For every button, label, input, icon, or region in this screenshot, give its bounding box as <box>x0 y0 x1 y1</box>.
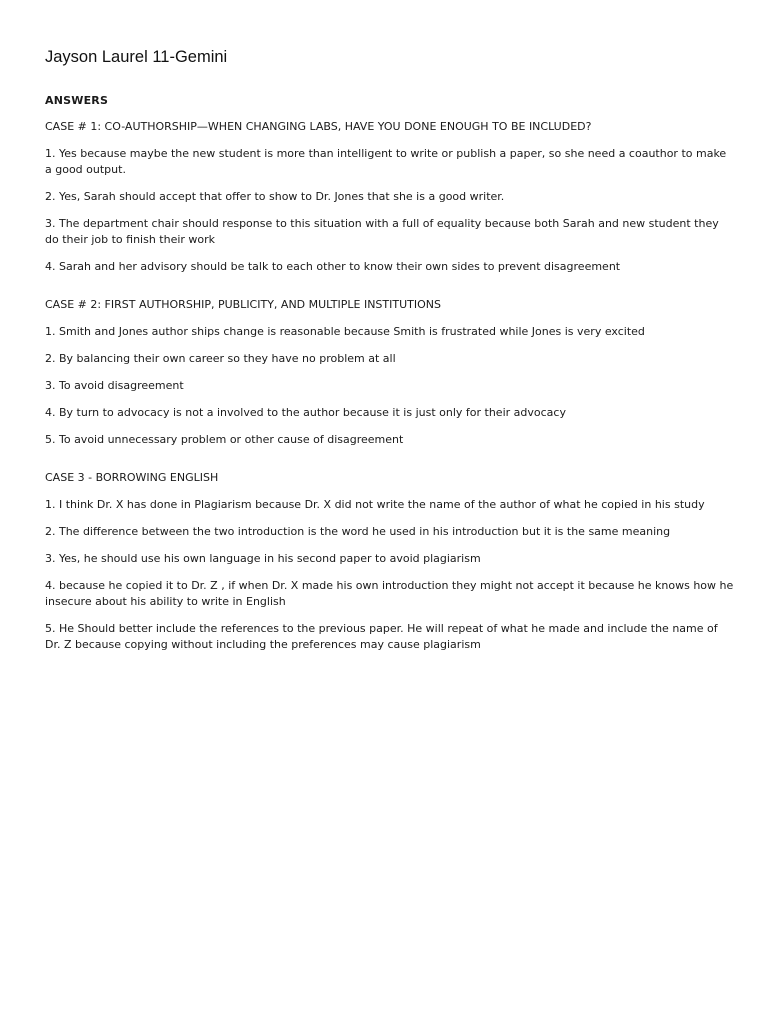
case-heading: CASE # 2: FIRST AUTHORSHIP, PUBLICITY, AND MULTIPLE INSTITUTIONS <box>45 298 441 311</box>
answer-item: 3. Yes, he should use his own language in his second paper to avoid plagiarism <box>45 552 481 565</box>
answer-item: 2. The difference between the two introduction is the word he used in his introduction but it is the same meaning <box>45 525 671 538</box>
answer-item: 5. To avoid unnecessary problem or other cause of disagreement <box>45 433 404 446</box>
document-body <box>45 93 735 675</box>
answers-label: ANSWERS <box>45 94 109 107</box>
case-3 <box>45 470 735 653</box>
answer-item: 4. By turn to advocacy is not a involved to the author because it is just only for their advocacy <box>45 406 566 419</box>
case-heading: CASE 3 - BORROWING ENGLISH <box>45 471 219 484</box>
case-heading: CASE # 1: CO-AUTHORSHIP—WHEN CHANGING LABS, HAVE YOU DONE ENOUGH TO BE INCLUDED? <box>45 120 592 133</box>
answer-item: 4. because he copied it to Dr. Z , if when Dr. X made his own introduction they might not accept it because he knows how he insecure about his ability to write in English <box>45 579 734 608</box>
case-2 <box>45 297 735 448</box>
answer-item: 1. I think Dr. X has done in Plagiarism because Dr. X did not write the name of the author of what he copied in his study <box>45 498 705 511</box>
case-1 <box>45 119 735 275</box>
document-title: Jayson Laurel 11-Gemini <box>45 48 228 66</box>
answer-item: 1. Smith and Jones author ships change is reasonable because Smith is frustrated while Jones is very excited <box>45 325 645 338</box>
answer-item: 5. He Should better include the references to the previous paper. He will repeat of what he made and include the name of Dr. Z because copying without including the preferences may cause plagiarism <box>45 622 718 651</box>
answer-item: 2. Yes, Sarah should accept that offer to show to Dr. Jones that she is a good writer. <box>45 190 505 203</box>
answer-item: 3. To avoid disagreement <box>45 379 184 392</box>
answer-item: 3. The department chair should response to this situation with a full of equality because both Sarah and new student they do their job to finish their work <box>45 217 719 246</box>
answer-item: 4. Sarah and her advisory should be talk to each other to know their own sides to prevent disagreement <box>45 260 621 273</box>
answer-item: 2. By balancing their own career so they have no problem at all <box>45 352 396 365</box>
answer-item: 1. Yes because maybe the new student is more than intelligent to write or publish a paper, so she need a coauthor to make a good output. <box>45 147 727 176</box>
